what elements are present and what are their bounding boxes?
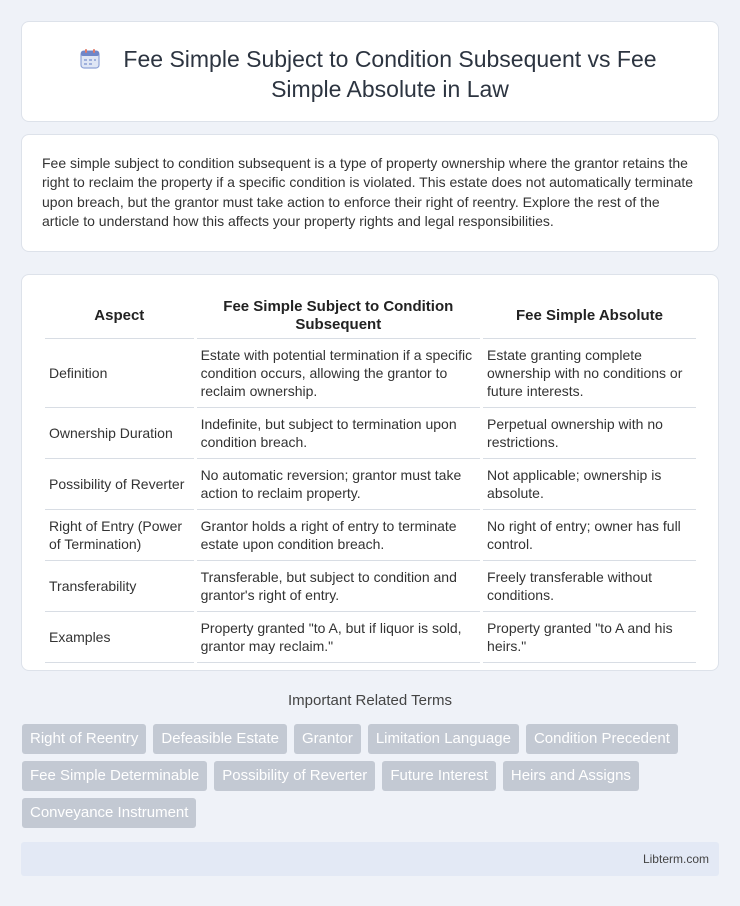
table-row [45,459,696,510]
tag-fee-simple-determinable[interactable]: Fee Simple Determinable [22,761,207,791]
related-terms-heading: Important Related Terms [288,692,452,709]
table-cell: Possibility of Reverter [45,459,194,510]
page-title: Fee Simple Subject to Condition Subsequent vs Fee Simple Absolute in Law [123,46,657,102]
table-cell: Right of Entry (Power of Termination) [45,510,194,561]
table-cell: Transferable, but subject to condition and grantor's right of entry. [197,561,480,612]
table-cell: Estate with potential termination if a specific condition occurs, allowing the grantor to reclaim ownership. [197,339,480,408]
table-cell: Not applicable; ownership is absolute. [483,459,696,510]
tag-limitation-language[interactable]: Limitation Language [368,724,519,754]
table-cell: Ownership Duration [45,408,194,459]
table-row [45,612,696,663]
table-header-row [45,294,696,339]
table-row [45,408,696,459]
footer-site-link[interactable]: Libterm.com [642,852,709,866]
table-row [45,561,696,612]
table-cell: Estate granting complete ownership with no conditions or future interests. [483,339,696,408]
title-card [21,21,719,122]
column-header: Aspect [45,294,194,339]
comparison-table-card [21,274,719,671]
table-cell: Property granted "to A, but if liquor is sold, grantor may reclaim." [197,612,480,663]
intro-card [21,134,719,252]
tag-possibility-of-reverter[interactable]: Possibility of Reverter [214,761,375,791]
tag-future-interest[interactable]: Future Interest [382,761,496,791]
tag-grantor[interactable]: Grantor [294,724,361,754]
tag-condition-precedent[interactable]: Condition Precedent [526,724,678,754]
table-cell: Property granted "to A and his heirs." [483,612,696,663]
column-header: Fee Simple Absolute [483,294,696,339]
table-cell: Perpetual ownership with no restrictions. [483,408,696,459]
table-cell: Examples [45,612,194,663]
tag-right-of-reentry[interactable]: Right of Reentry [22,724,146,754]
tag-conveyance-instrument[interactable]: Conveyance Instrument [22,798,196,828]
tag-heirs-and-assigns[interactable]: Heirs and Assigns [503,761,639,791]
footer [21,842,719,876]
related-terms-tags [22,724,722,835]
table-row [45,339,696,408]
table-cell: Grantor holds a right of entry to terminate estate upon condition breach. [197,510,480,561]
intro-paragraph: Fee simple subject to condition subsequent is a type of property ownership where the grantor retains the right to reclaim the property if a specific condition is violated. This estate does not automatically terminate upon breach, but the grantor must take action to enforce their right of reentry. Explore the rest of the article to understand how this affects your property rights and legal responsibilities. [42,155,694,229]
table-cell: Definition [45,339,194,408]
tag-defeasible-estate[interactable]: Defeasible Estate [153,724,287,754]
table-cell: No right of entry; owner has full control. [483,510,696,561]
table-cell: No automatic reversion; grantor must take action to reclaim property. [197,459,480,510]
table-cell: Freely transferable without conditions. [483,561,696,612]
table-cell: Indefinite, but subject to termination upon condition breach. [197,408,480,459]
table-row [45,510,696,561]
comparison-table [42,294,699,663]
column-header: Fee Simple Subject to Condition Subsequent [197,294,480,339]
table-cell: Transferability [45,561,194,612]
